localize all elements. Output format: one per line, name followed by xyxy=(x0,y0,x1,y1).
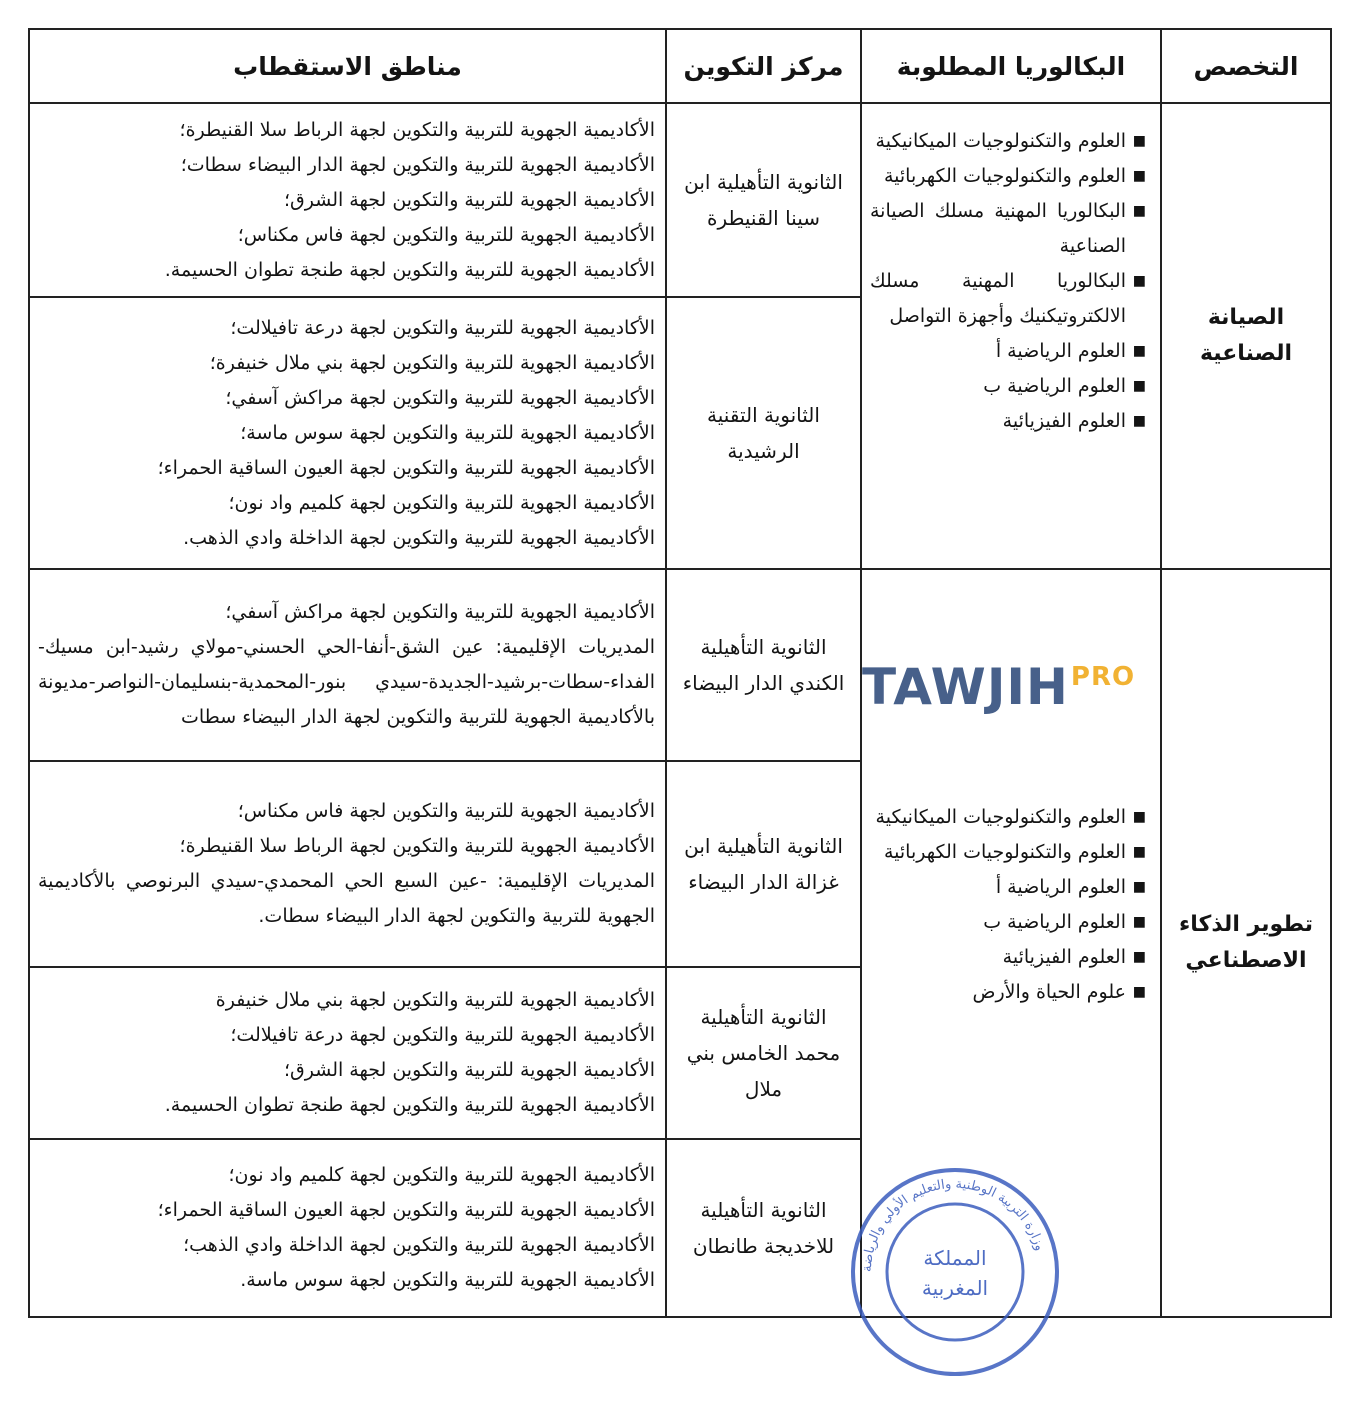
regions-cell xyxy=(29,297,666,569)
bac-list xyxy=(870,800,1146,1010)
specialty-cell: الصيانة الصناعية xyxy=(1161,103,1331,569)
regions-cell xyxy=(29,569,666,761)
regions-cell xyxy=(29,761,666,967)
table-header-row xyxy=(29,29,1331,103)
list-item: ■ العلوم الفيزيائية xyxy=(870,940,1146,975)
header-training-center: مركز التكوين xyxy=(666,29,861,103)
region-line: الأكاديمية الجهوية للتربية والتكوين لجهة فاس مكناس؛ xyxy=(237,800,655,822)
list-item: ■ العلوم الرياضية أ xyxy=(870,870,1146,905)
regions-cell xyxy=(29,103,666,297)
region-line: الأكاديمية الجهوية للتربية والتكوين لجهة كلميم واد نون؛ xyxy=(228,1164,655,1186)
orientation-table xyxy=(28,28,1332,1318)
region-line: الأكاديمية الجهوية للتربية والتكوين لجهة درعة تافيلالت؛ xyxy=(230,1024,655,1046)
region-line: الأكاديمية الجهوية للتربية والتكوين لجهة كلميم واد نون؛ xyxy=(228,491,655,514)
bullet-icon: ■ xyxy=(1132,809,1146,825)
bullet-icon: ■ xyxy=(1132,203,1146,219)
region-line: الأكاديمية الجهوية للتربية والتكوين لجهة طنجة تطوان الحسيمة. xyxy=(164,258,655,281)
bullet-icon: ■ xyxy=(1132,343,1146,359)
list-item: ■ العلوم الرياضية أ xyxy=(870,334,1146,369)
regions-cell xyxy=(29,1139,666,1317)
region-paragraph: المديريات الإقليمية: عين الشق-أنفا-الحي الحسني-مولاي رشيد-ابن مسيك-الفداء-سطات-برشيد-الجديدة-سيدي بنور-المحمدية-بنسليمان-النواصر-مديونة بالأكاديمية الجهوية للتربية والتكوين لجهة الدار البيضاء سطات xyxy=(38,636,655,728)
region-line: الأكاديمية الجهوية للتربية والتكوين لجهة مراكش آسفي؛ xyxy=(225,601,655,623)
bullet-icon: ■ xyxy=(1132,984,1146,1000)
list-item: ■ علوم الحياة والأرض xyxy=(870,975,1146,1010)
bullet-icon: ■ xyxy=(1132,273,1146,289)
list-item: ■ العلوم الرياضية ب xyxy=(870,369,1146,404)
training-center-cell: الثانوية التأهيلية الكندي الدار البيضاء xyxy=(666,569,861,761)
region-line: الأكاديمية الجهوية للتربية والتكوين لجهة الداخلة وادي الذهب؛ xyxy=(183,1234,655,1256)
training-center-cell: الثانوية التأهيلية ابن غزالة الدار البيضاء xyxy=(666,761,861,967)
region-paragraph: المديريات الإقليمية: -عين السبع الحي المحمدي-سيدي البرنوصي بالأكاديمية الجهوية للتربية والتكوين لجهة الدار البيضاء سطات. xyxy=(38,870,655,927)
table-row xyxy=(29,569,1331,761)
bullet-icon: ■ xyxy=(1132,949,1146,965)
list-item: ■ البكالوريا المهنية مسلك الصيانة الصناعية xyxy=(870,194,1146,264)
region-line: الأكاديمية الجهوية للتربية والتكوين لجهة درعة تافيلالت؛ xyxy=(230,316,655,339)
watermark-main: TAWJIH xyxy=(862,658,1069,716)
training-center-cell: الثانوية التأهيلية ابن سينا القنيطرة xyxy=(666,103,861,297)
region-line: الأكاديمية الجهوية للتربية والتكوين لجهة بني ملال خنيفرة xyxy=(215,989,655,1011)
region-line: الأكاديمية الجهوية للتربية والتكوين لجهة الشرق؛ xyxy=(283,188,655,211)
seal-ring-text: وزارة التربية الوطنية والتعليم الأولي والرياضة xyxy=(859,1176,1048,1273)
tawjih-pro-watermark xyxy=(862,658,1135,716)
region-line: الأكاديمية الجهوية للتربية والتكوين لجهة الرباط سلا القنيطرة؛ xyxy=(179,835,655,857)
training-center-cell: الثانوية التأهيلية محمد الخامس بني ملال xyxy=(666,967,861,1139)
seal-text-line1: المملكة xyxy=(923,1246,987,1270)
bullet-icon: ■ xyxy=(1132,378,1146,394)
bullet-icon: ■ xyxy=(1132,879,1146,895)
bac-list-cell xyxy=(861,103,1161,569)
region-line: الأكاديمية الجهوية للتربية والتكوين لجهة العيون الساقية الحمراء؛ xyxy=(157,1199,655,1221)
list-item: ■ العلوم الرياضية ب xyxy=(870,905,1146,940)
table-row xyxy=(29,103,1331,297)
watermark-suffix: PRO xyxy=(1070,662,1136,692)
region-line: الأكاديمية الجهوية للتربية والتكوين لجهة طنجة تطوان الحسيمة. xyxy=(164,1094,655,1116)
list-item: ■ العلوم والتكنولوجيات الكهربائية xyxy=(870,835,1146,870)
region-line: الأكاديمية الجهوية للتربية والتكوين لجهة الرباط سلا القنيطرة؛ xyxy=(179,118,655,141)
region-line: الأكاديمية الجهوية للتربية والتكوين لجهة مراكش آسفي؛ xyxy=(225,386,655,409)
header-required-bac: البكالوريا المطلوبة xyxy=(861,29,1161,103)
list-item: ■ البكالوريا المهنية مسلك الالكتروتيكنيك وأجهزة التواصل xyxy=(870,264,1146,334)
list-item: ■ العلوم والتكنولوجيات الميكانيكية xyxy=(870,124,1146,159)
bac-list xyxy=(870,124,1146,439)
training-center-cell: الثانوية التأهيلية للاخديجة طانطان xyxy=(666,1139,861,1317)
bullet-icon: ■ xyxy=(1132,413,1146,429)
list-item: ■ العلوم والتكنولوجيات الميكانيكية xyxy=(870,800,1146,835)
bullet-icon: ■ xyxy=(1132,844,1146,860)
bullet-icon: ■ xyxy=(1132,168,1146,184)
region-line: الأكاديمية الجهوية للتربية والتكوين لجهة الداخلة وادي الذهب. xyxy=(183,526,655,549)
header-specialty: التخصص xyxy=(1161,29,1331,103)
region-line: الأكاديمية الجهوية للتربية والتكوين لجهة سوس ماسة؛ xyxy=(240,421,655,444)
region-line: الأكاديمية الجهوية للتربية والتكوين لجهة العيون الساقية الحمراء؛ xyxy=(157,456,655,479)
seal-text-line2: المغربية xyxy=(921,1276,989,1300)
regions-cell xyxy=(29,967,666,1139)
official-seal-icon xyxy=(848,1165,1062,1379)
region-line: الأكاديمية الجهوية للتربية والتكوين لجهة سوس ماسة. xyxy=(240,1269,655,1291)
region-line: الأكاديمية الجهوية للتربية والتكوين لجهة بني ملال خنيفرة؛ xyxy=(209,351,655,374)
list-item: ■ العلوم الفيزيائية xyxy=(870,404,1146,439)
header-regions: مناطق الاستقطاب xyxy=(29,29,666,103)
training-center-cell: الثانوية التقنية الرشيدية xyxy=(666,297,861,569)
region-line: الأكاديمية الجهوية للتربية والتكوين لجهة الشرق؛ xyxy=(283,1059,655,1081)
region-line: الأكاديمية الجهوية للتربية والتكوين لجهة فاس مكناس؛ xyxy=(237,223,655,246)
region-line: الأكاديمية الجهوية للتربية والتكوين لجهة الدار البيضاء سطات؛ xyxy=(180,153,655,176)
list-item: ■ العلوم والتكنولوجيات الكهربائية xyxy=(870,159,1146,194)
bullet-icon: ■ xyxy=(1132,914,1146,930)
specialty-cell: تطوير الذكاء الاصطناعي xyxy=(1161,569,1331,1317)
bullet-icon: ■ xyxy=(1132,133,1146,149)
